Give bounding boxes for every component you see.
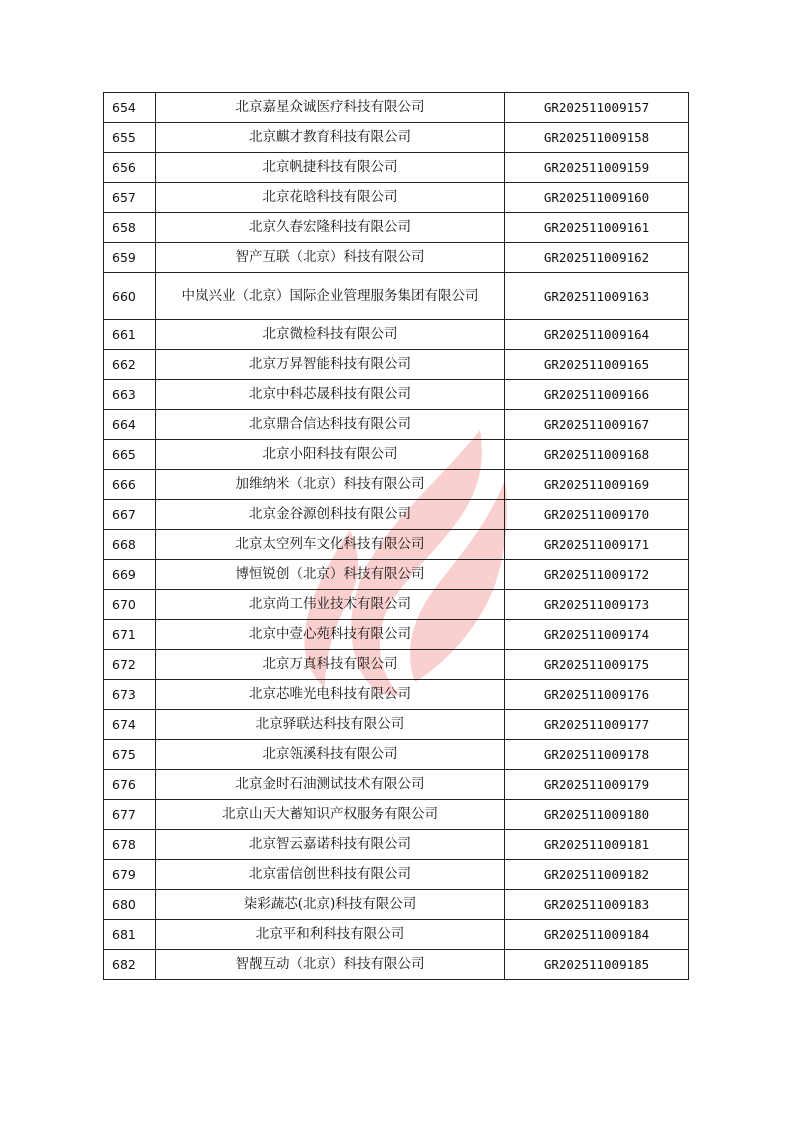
row-index [104,153,156,183]
company-name-text: 北京平和利科技有限公司 [255,926,405,942]
company-name [156,950,505,980]
row-index-text: 664 [112,417,136,432]
table-row [104,680,689,710]
table-row [104,530,689,560]
row-index-text: 667 [112,507,136,522]
row-index-text: 666 [112,477,136,492]
company-name-text: 北京山天大蓄知识产权服务有限公司 [222,806,438,822]
company-name-text: 北京久春宏隆科技有限公司 [249,219,411,235]
company-name [156,770,505,800]
company-name [156,183,505,213]
row-index-text: 658 [112,220,136,235]
certificate-code [505,560,689,590]
row-index [104,590,156,620]
row-index [104,470,156,500]
certificate-code [505,410,689,440]
table-row [104,770,689,800]
row-index-text: 678 [112,837,136,852]
certificate-code [505,710,689,740]
row-index-text: 677 [112,807,136,822]
company-name-text: 北京万真科技有限公司 [262,656,398,672]
row-index [104,380,156,410]
company-name [156,890,505,920]
company-name [156,500,505,530]
company-name-text: 北京小阳科技有限公司 [262,446,398,462]
row-index [104,650,156,680]
table-row [104,740,689,770]
company-name-text: 智产互联（北京）科技有限公司 [235,249,425,265]
certificate-code-text: GR202511009162 [543,250,650,265]
row-index-text: 662 [112,357,136,372]
row-index [104,500,156,530]
company-name-text: 智靓互动（北京）科技有限公司 [235,956,425,972]
company-name-text: 北京花晗科技有限公司 [262,189,398,205]
row-index-text: 655 [112,130,136,145]
company-name [156,273,505,320]
certificate-code-text: GR202511009170 [543,507,650,522]
company-name [156,123,505,153]
row-index-text: 663 [112,387,136,402]
table-row [104,830,689,860]
company-name [156,860,505,890]
row-index [104,350,156,380]
certificate-code-text: GR202511009164 [543,327,650,342]
certificate-code-text: GR202511009181 [543,837,650,852]
certificate-code-text: GR202511009160 [543,190,650,205]
company-name-text: 北京驿联达科技有限公司 [255,716,405,732]
row-index [104,320,156,350]
company-name-text: 北京太空列车文化科技有限公司 [235,536,425,552]
row-index [104,560,156,590]
certificate-code-text: GR202511009177 [543,717,650,732]
certificate-code-text: GR202511009183 [543,897,650,912]
company-name [156,380,505,410]
row-index-text: 671 [112,627,136,642]
company-name-text: 北京雷信创世科技有限公司 [249,866,411,882]
company-name [156,920,505,950]
certificate-code [505,500,689,530]
company-table-body [104,93,689,980]
company-name [156,440,505,470]
row-index-text: 669 [112,567,136,582]
certificate-code-text: GR202511009163 [543,288,650,304]
certificate-code-text: GR202511009173 [543,597,650,612]
company-name [156,470,505,500]
row-index [104,800,156,830]
row-index [104,410,156,440]
certificate-code [505,380,689,410]
company-name [156,213,505,243]
row-index [104,770,156,800]
company-name [156,800,505,830]
company-name-text: 北京嘉星众诚医疗科技有限公司 [235,99,425,115]
row-index-text: 661 [112,327,136,342]
row-index-text: 665 [112,447,136,462]
certificate-code [505,920,689,950]
table-row [104,950,689,980]
certificate-code-text: GR202511009182 [543,867,650,882]
certificate-code-text: GR202511009166 [543,387,650,402]
table-row [104,350,689,380]
certificate-code-text: GR202511009185 [543,957,650,972]
certificate-code [505,620,689,650]
certificate-code-text: GR202511009176 [543,687,650,702]
certificate-code-text: GR202511009175 [543,657,650,672]
table-row [104,470,689,500]
company-name-text: 北京微检科技有限公司 [262,326,398,342]
row-index [104,920,156,950]
certificate-code [505,890,689,920]
company-name-text: 北京中壹心苑科技有限公司 [249,626,411,642]
table-row [104,183,689,213]
certificate-code-text: GR202511009165 [543,357,650,372]
table-row [104,123,689,153]
company-name-text: 北京帆捷科技有限公司 [262,159,398,175]
certificate-code [505,123,689,153]
company-name [156,320,505,350]
certificate-code [505,770,689,800]
certificate-code [505,93,689,123]
company-name-text: 北京鼎合信达科技有限公司 [249,416,411,432]
certificate-code [505,440,689,470]
company-name [156,153,505,183]
certificate-code-text: GR202511009174 [543,627,650,642]
row-index-text: 657 [112,190,136,205]
company-name-text: 北京万昇智能科技有限公司 [249,356,411,372]
company-name [156,410,505,440]
company-name [156,560,505,590]
company-name [156,710,505,740]
certificate-code [505,183,689,213]
company-name [156,93,505,123]
company-name [156,740,505,770]
row-index-text: 676 [112,777,136,792]
company-name [156,680,505,710]
table-row [104,440,689,470]
company-name-text: 加维纳米（北京）科技有限公司 [235,476,425,492]
certificate-code [505,273,689,320]
row-index [104,440,156,470]
table-row [104,650,689,680]
certificate-code-text: GR202511009167 [543,417,650,432]
certificate-code [505,800,689,830]
company-name-text: 北京金时石油测试技术有限公司 [235,776,425,792]
certificate-code [505,860,689,890]
row-index-text: 680 [112,897,136,912]
row-index-text: 654 [112,100,136,115]
row-index [104,183,156,213]
company-name-text: 北京芯唯光电科技有限公司 [249,686,411,702]
table-row [104,243,689,273]
row-index-text: 673 [112,687,136,702]
table-row [104,410,689,440]
company-name-text: 北京尚工伟业技术有限公司 [249,596,411,612]
certificate-code [505,590,689,620]
certificate-code-text: GR202511009178 [543,747,650,762]
row-index-text: 659 [112,250,136,265]
row-index-text: 668 [112,537,136,552]
company-name [156,350,505,380]
row-index [104,93,156,123]
company-name-text: 北京金谷源创科技有限公司 [249,506,411,522]
table-row [104,920,689,950]
certificate-code [505,470,689,500]
company-name-text: 北京麒才教育科技有限公司 [249,129,411,145]
row-index-text: 674 [112,717,136,732]
row-index [104,620,156,650]
company-name [156,830,505,860]
row-index [104,890,156,920]
table-row [104,273,689,320]
table-row [104,620,689,650]
certificate-code-text: GR202511009179 [543,777,650,792]
certificate-code [505,153,689,183]
row-index [104,830,156,860]
row-index [104,123,156,153]
row-index [104,710,156,740]
row-index [104,740,156,770]
row-index-text: 681 [112,927,136,942]
table-row [104,93,689,123]
table-row [104,800,689,830]
table-row [104,560,689,590]
certificate-code [505,650,689,680]
row-index-text: 672 [112,657,136,672]
company-name [156,620,505,650]
row-index [104,860,156,890]
certificate-code-text: GR202511009184 [543,927,650,942]
company-name-text: 北京瓴溪科技有限公司 [262,746,398,762]
company-table [103,92,689,980]
certificate-code-text: GR202511009157 [543,100,650,115]
certificate-code [505,530,689,560]
company-name-text: 北京中科芯晟科技有限公司 [249,386,411,402]
table-row [104,710,689,740]
certificate-code [505,740,689,770]
row-index-text: 682 [112,957,136,972]
certificate-code-text: GR202511009161 [543,220,650,235]
table-row [104,153,689,183]
certificate-code-text: GR202511009180 [543,807,650,822]
table-row [104,590,689,620]
row-index-text: 675 [112,747,136,762]
certificate-code-text: GR202511009169 [543,477,650,492]
certificate-code-text: GR202511009171 [543,537,650,552]
certificate-code-text: GR202511009158 [543,130,650,145]
table-row [104,320,689,350]
row-index-text: 656 [112,160,136,175]
certificate-code-text: GR202511009159 [543,160,650,175]
company-name-text: 北京智云嘉诺科技有限公司 [249,836,411,852]
table-row [104,380,689,410]
row-index [104,243,156,273]
certificate-code [505,320,689,350]
table-row [104,860,689,890]
company-name [156,243,505,273]
row-index-text: 670 [112,597,136,612]
company-name [156,590,505,620]
row-index-text: 679 [112,867,136,882]
certificate-code [505,830,689,860]
row-index [104,680,156,710]
row-index [104,213,156,243]
row-index [104,950,156,980]
row-index [104,530,156,560]
certificate-code [505,680,689,710]
table-row [104,890,689,920]
certificate-code [505,213,689,243]
row-index [104,273,156,320]
company-name [156,650,505,680]
company-name-text: 柒彩蔬芯(北京)科技有限公司 [243,896,417,912]
company-name [156,530,505,560]
company-name-text: 中岚兴业（北京）国际企业管理服务集团有限公司 [181,287,479,304]
table-row [104,500,689,530]
certificate-code [505,243,689,273]
certificate-code-text: GR202511009172 [543,567,650,582]
table-row [104,213,689,243]
certificate-code [505,950,689,980]
row-index-text: 660 [112,288,136,304]
certificate-code-text: GR202511009168 [543,447,650,462]
company-name-text: 博恒锐创（北京）科技有限公司 [235,566,425,582]
certificate-code [505,350,689,380]
